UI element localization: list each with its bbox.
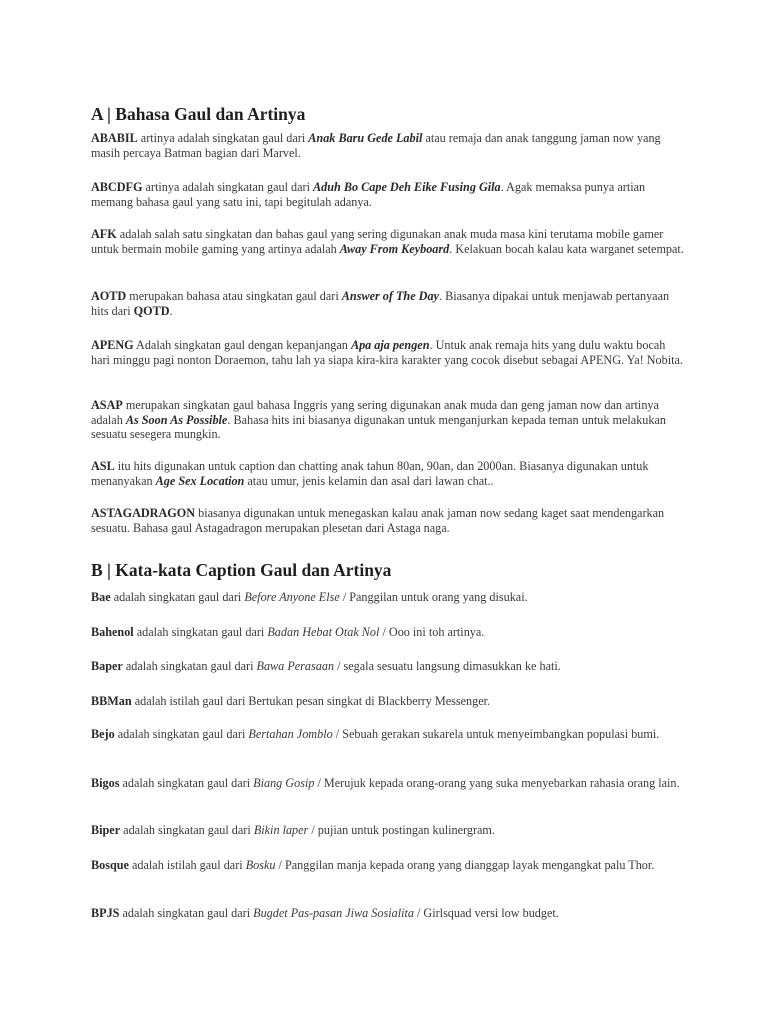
entry-term: Bosque — [91, 858, 129, 872]
entry-text: / Panggilan manja kepada orang yang dianggap layak mengangkat palu Thor. — [275, 858, 655, 872]
entry-text: artinya adalah singkatan gaul dari — [137, 131, 309, 145]
entry-text: adalah istilah gaul dari — [128, 858, 246, 872]
entry-text: adalah singkatan gaul dari — [120, 823, 254, 837]
entry-text: itu hits digunakan untuk caption dan chatting anak tahun 80an, 90an, dan 2000an. Biasanya digunakan untuk menanyakan — [91, 459, 649, 488]
entry-term: AOTD — [91, 289, 127, 303]
entry-expansion: Before Anyone Else — [244, 590, 340, 604]
entry-text: adalah salah satu singkatan dan bahas gaul yang sering digunakan anak muda masa kini terutama mobile gamer untuk bermain mobile gaming yang artinya adalah — [91, 227, 664, 256]
entry-text: . Biasanya dipakai untuk menjawab pertanyaan hits dari — [91, 289, 670, 318]
entry-text: adalah singkatan gaul dari — [110, 590, 245, 604]
entry-term: BBMan — [91, 694, 132, 708]
entry-term: ASAP — [91, 398, 123, 412]
entry-expansion: Age Sex Location — [155, 473, 245, 488]
entry-text: . Agak memaksa punya artian memang bahasa gaul yang satu ini, tapi begitulah adanya. — [91, 180, 646, 209]
entry-expansion: Answer of The Day — [341, 289, 439, 303]
entry-expansion: Apa aja pengen — [350, 338, 430, 352]
entry-term: ABABIL — [91, 131, 138, 145]
entry-apeng — [91, 338, 687, 367]
entry-biper — [91, 823, 687, 838]
entry-text: / Panggilan untuk orang yang disukai. — [339, 590, 528, 604]
entry-ababil — [91, 131, 687, 160]
entry-text: . Bahasa hits ini biasanya digunakan untuk menganjurkan kepada teman untuk melakukan sesuatu sesegera mungkin. — [91, 412, 666, 442]
entry-text: adalah istilah gaul dari Bertukan pesan singkat di Blackberry Messenger. — [131, 694, 491, 708]
entry-expansion: Anak Baru Gede Labil — [308, 131, 423, 145]
entry-afk — [91, 227, 687, 256]
entry-text: / Girlsquad versi low budget. — [413, 906, 559, 920]
entry-bejo — [91, 727, 687, 742]
entry-text: / Ooo ini toh artinya. — [379, 625, 485, 639]
entry-term: Baper — [91, 659, 123, 673]
entry-text: adalah singkatan gaul dari — [119, 776, 254, 790]
section-b-heading-wrap — [91, 559, 691, 581]
entry-text: atau remaja dan anak tanggung jaman now yang masih percaya Batman bagian dari Marvel. — [91, 131, 661, 160]
entry-text: adalah singkatan gaul dari — [133, 625, 268, 639]
entry-bigos — [91, 776, 687, 791]
entry-text: atau umur, jenis kelamin dan asal dari lawan chat.. — [244, 473, 494, 488]
entry-expansion: As Soon As Possible — [125, 412, 228, 427]
entry-term: Bigos — [91, 776, 120, 790]
entry-text: / Merujuk kepada orang-orang yang suka menyebarkan rahasia orang lain. — [314, 776, 680, 790]
entry-term: Bae — [91, 590, 111, 604]
entry-text: . Kelakuan bocah kalau kata warganet setempat. — [449, 241, 684, 256]
entry-expansion: Bugdet Pas-pasan Jiwa Sosialita — [253, 906, 414, 920]
entry-astagadragon — [91, 506, 687, 535]
entry-aotd — [91, 289, 687, 318]
entry-term: Bahenol — [91, 625, 134, 639]
entry-expansion: Bosku — [245, 858, 276, 872]
entry-text: . Untuk anak remaja hits yang dulu waktu bocah hari minggu pagi nonton Doraemon, tahu lah ya siapa kira-kira karakter yang cocok disebut sebagai APENG. Ya! Nobita. — [91, 338, 683, 367]
entry-text: adalah singkatan gaul dari — [122, 659, 257, 673]
entry-term: ASTAGADRAGON — [91, 506, 196, 520]
entry-term-secondary: QOTD — [133, 303, 170, 318]
entry-expansion: Badan Hebat Otak Nol — [267, 625, 380, 639]
entry-term: BPJS — [91, 906, 120, 920]
entry-bbman — [91, 694, 687, 709]
entry-bae — [91, 590, 687, 605]
entry-text: merupakan bahasa atau singkatan gaul dari — [126, 289, 342, 303]
entry-bahenol — [91, 625, 687, 640]
entry-term: Biper — [91, 823, 121, 837]
entry-text: artinya adalah singkatan gaul dari — [142, 180, 314, 194]
entry-term: AFK — [91, 227, 117, 241]
entry-text: / segala sesuatu langsung dimasukkan ke hati. — [334, 659, 561, 673]
entry-expansion: Bawa Perasaan — [256, 659, 335, 673]
entry-text: / Sebuah gerakan sukarela untuk menyeimbangkan populasi bumi. — [332, 727, 660, 741]
entry-bosque — [91, 858, 687, 873]
entry-expansion: Aduh Bo Cape Deh Eike Fusing Gila — [313, 180, 501, 194]
entry-text: adalah singkatan gaul dari — [114, 727, 249, 741]
section-a-heading-wrap — [91, 103, 691, 125]
entry-expansion: Bertahan Jomblo — [248, 727, 333, 741]
entry-expansion: Bikin laper — [253, 823, 309, 837]
entry-expansion: Away From Keyboard — [339, 241, 450, 256]
entry-text: merupakan singkatan gaul bahasa Inggris yang sering digunakan anak muda dan geng jaman now dan artinya adalah — [91, 398, 659, 427]
entry-text: . — [169, 303, 173, 318]
entry-abcdfg — [91, 180, 687, 209]
entry-term: ASL — [91, 459, 115, 473]
entry-term: APENG — [91, 338, 134, 352]
entry-text: adalah singkatan gaul dari — [119, 906, 254, 920]
entry-term: Bejo — [91, 727, 115, 741]
entry-text: Adalah singkatan gaul dengan kepanjangan — [133, 338, 351, 352]
entry-expansion: Biang Gosip — [253, 776, 315, 790]
section-b-heading: B | Kata-kata Caption Gaul dan Artinya — [91, 560, 392, 580]
entry-term: ABCDFG — [91, 180, 143, 194]
entry-bpjs — [91, 906, 687, 921]
entry-text: / pujian untuk postingan kulinergram. — [308, 823, 495, 837]
section-a-heading: A | Bahasa Gaul dan Artinya — [91, 104, 306, 124]
entry-asl — [91, 459, 687, 488]
entry-baper — [91, 659, 687, 674]
entry-text: biasanya digunakan untuk menegaskan kalau anak jaman now sedang kaget saat mendengarkan sesuatu. Bahasa gaul Astagadragon merupakan plesetan dari Astaga naga. — [91, 506, 665, 535]
entry-asap — [91, 398, 687, 442]
